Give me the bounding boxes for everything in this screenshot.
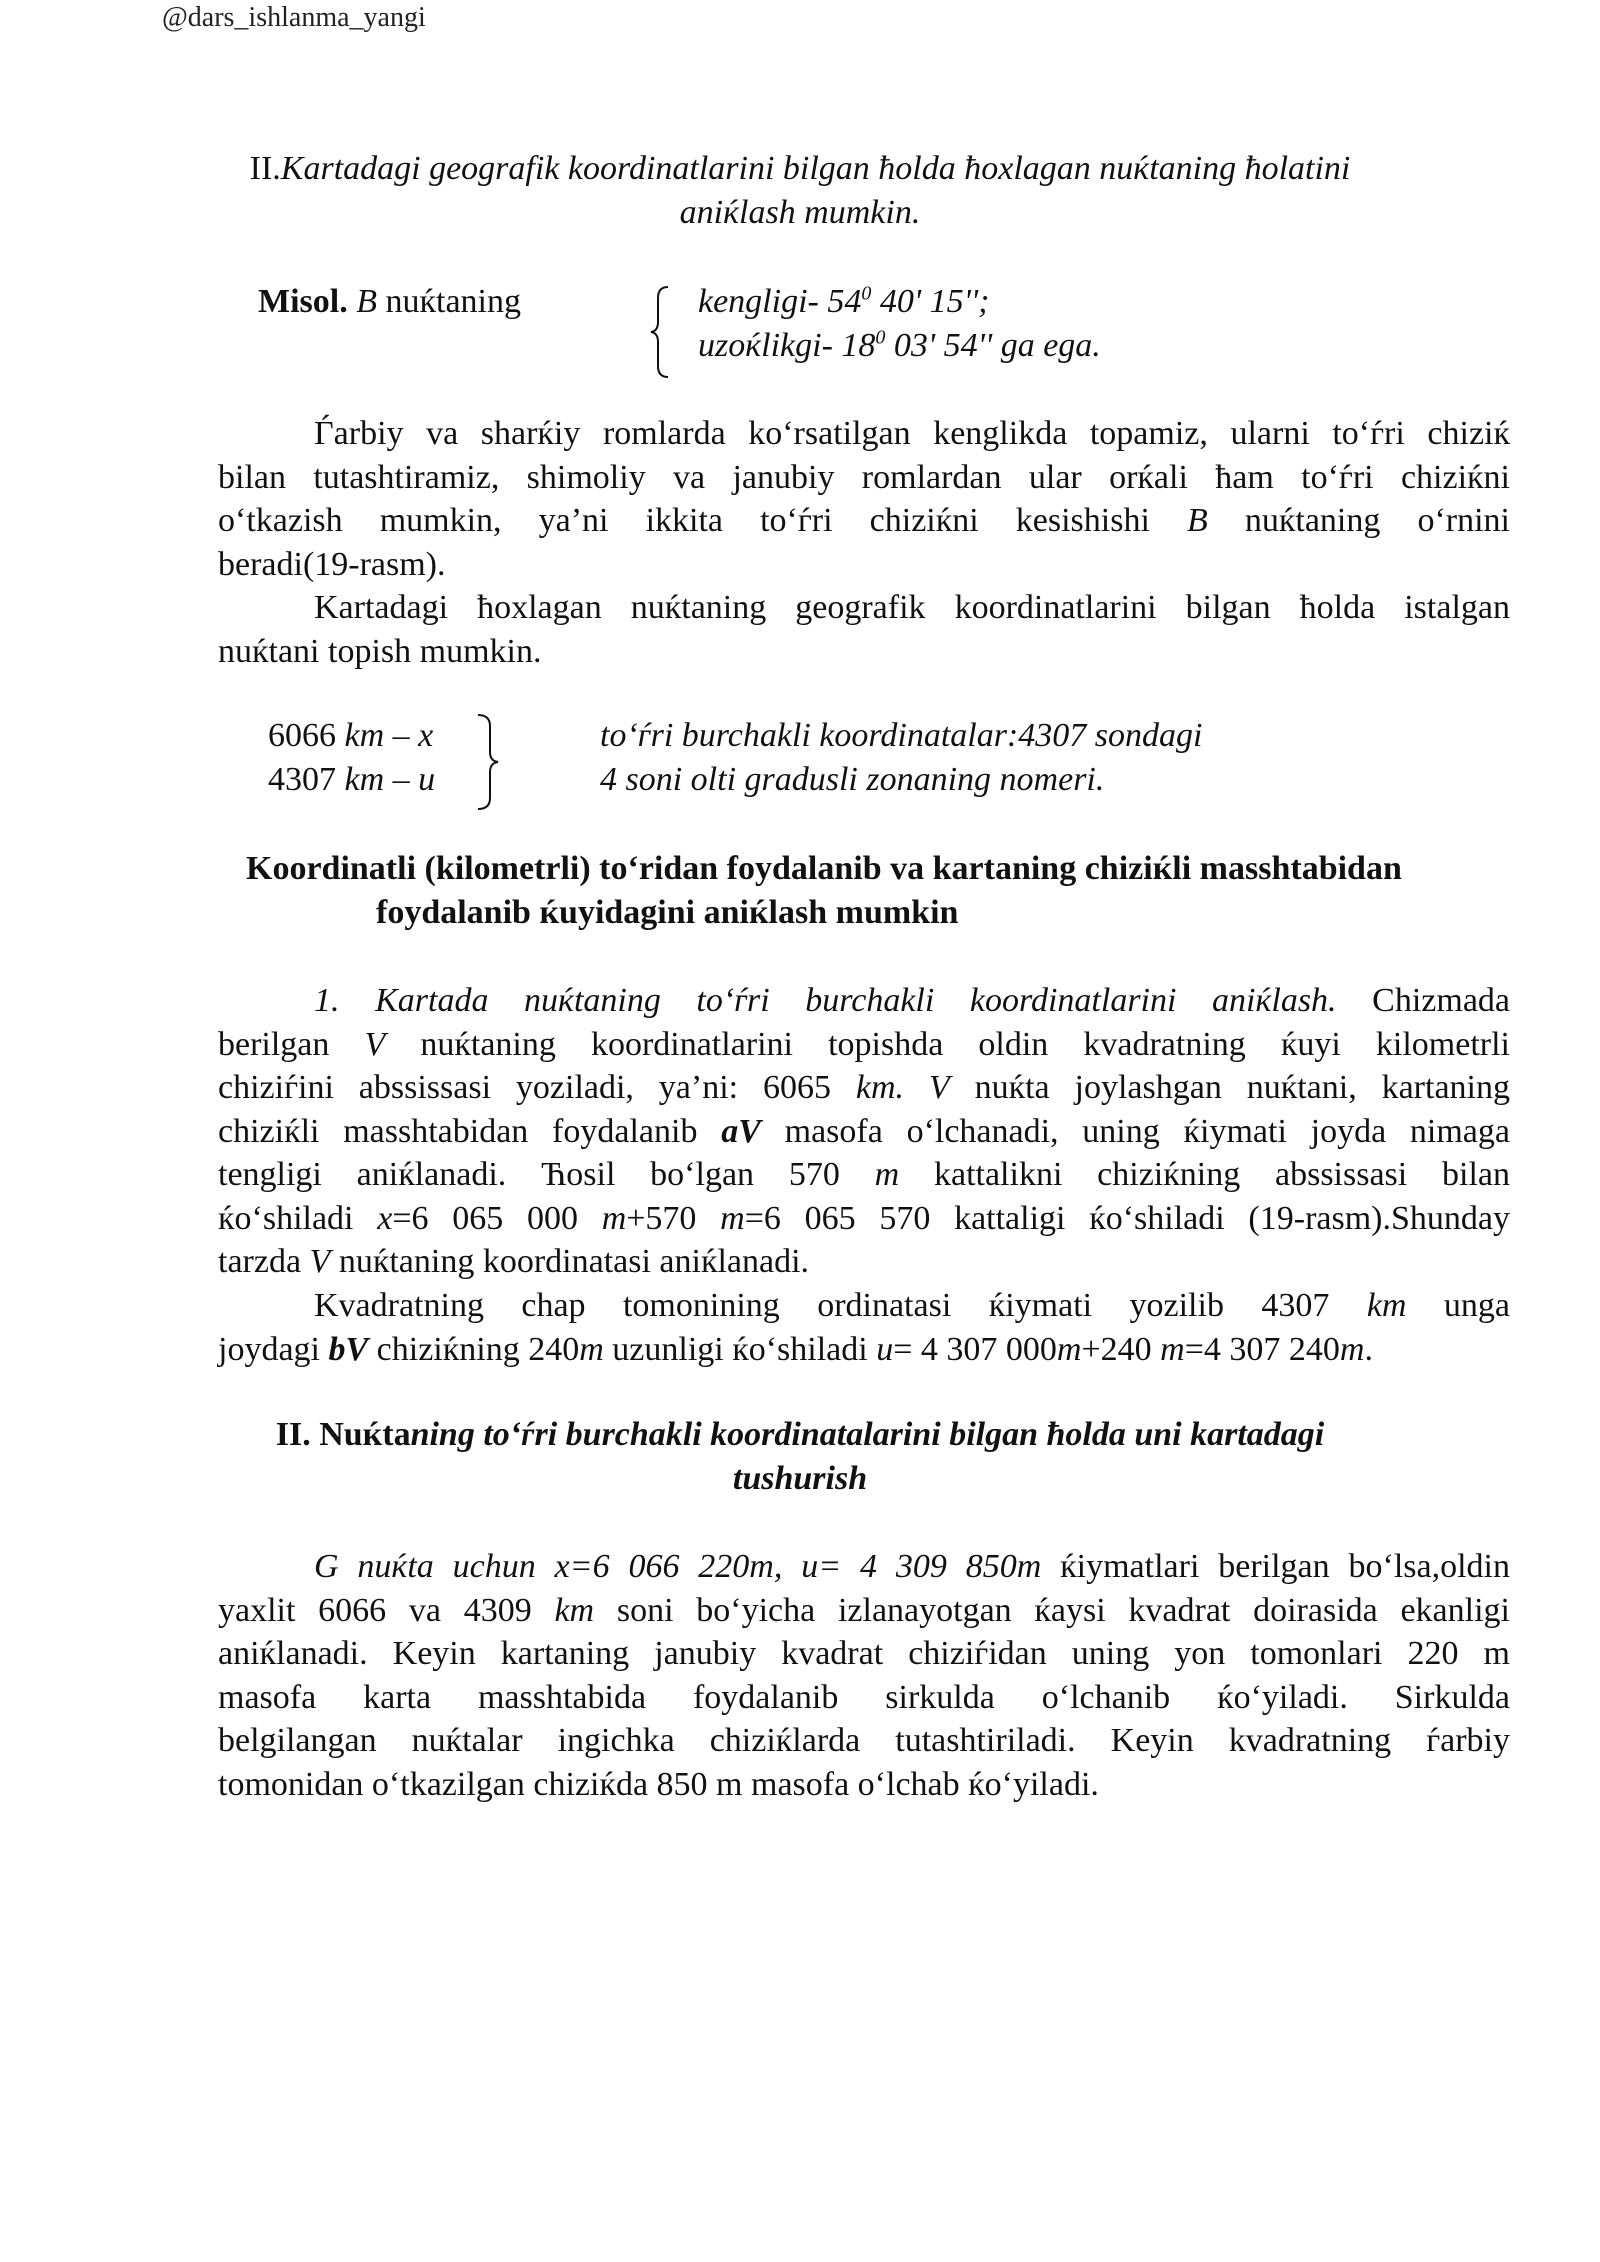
example-latitude: kengligi- $54^0$ 40' 15''; — [698, 282, 990, 320]
section-title-line1: Kartadagi geografik koordinatlarini bilgan ћolda ћoxlagan nuќtaning ћolatini — [280, 150, 1351, 187]
right-brace-icon — [474, 712, 504, 812]
example-point: B — [356, 283, 377, 320]
paragraph-1: Ѓarbiy va sharќiy romlarda ko‘rsatilgan kenglikda topamiz, ularni to‘ѓri chiziќ bilan tutashtiramiz, shimoliy va janubiy romlardan ular orќali ћam to‘ѓri chiziќni o‘tkazish mumkin, ya’ni ikkita to‘ѓri chiziќni kesishishi B nuќtaning o‘rnini beradi(19-rasm). — [218, 415, 1510, 583]
section-title-line2: aniќlash mumkin. — [679, 194, 921, 231]
paragraph-5: G nuќta uchun x=6 066 220m, u= 4 309 850m ќiymatlari berilgan bo‘lsa,oldin yaxlit 6066 va 4309 km soni bo‘yicha izlanayotgan ќaysi kvadrat doirasida ekanligi aniќlanadi. Keyin kartaning janubiy kvadrat chiziѓidan uning yon tomonlari 220 m masofa karta masshtabida foydalanib sirkulda o‘lchanib ќo‘yiladi. Sirkulda belgilangan nuќtalar ingichka chiziќlarda tutashtiriladi. Keyin kvadratning ѓarbiy tomonidan o‘tkazilgan chiziќda 850 m masofa o‘lchab ќo‘yiladi. — [218, 1548, 1510, 1803]
section-title — [0, 150, 1600, 188]
coord-desc-1: to‘ѓri burchakli koordinatalar:4307 sondagi — [600, 717, 1203, 754]
example-longitude: uzoќlikgi- $18^0$ 03' 54'' ga ega. — [698, 326, 1101, 364]
heading-plot-point: II. Nuќtaning to‘ѓri burchakli koordinatalarini bilgan ћolda uni kartadagi — [275, 1416, 1325, 1453]
channel-handle: @dars_ishlanma_yangi — [162, 2, 426, 33]
heading-kilometer-grid: Koordinatli (kilometrli) to‘ridan foydalanib va kartaning chiziќli masshtabidan — [246, 850, 1402, 887]
heading-plot-point-line2: tushurish — [732, 1460, 868, 1497]
coord-u: 4307 km – u — [268, 761, 436, 798]
paragraph-2: Kartadagi ћoxlagan nuќtaning geografik koordinatlarini bilgan ћolda istalgan nuќtani topish mumkin. — [218, 589, 1510, 670]
coord-desc-2: 4 soni olti gradusli zonaning nomeri. — [600, 761, 1105, 798]
section-title-prefix: II. — [249, 150, 281, 187]
coord-x: 6066 km – x — [268, 717, 434, 754]
paragraph-4: Kvadratning chap tomonining ordinatasi ќiymati yozilib 4307 km unga joydagi bV chiziќning 240m uzunligi ќo‘shiladi u= 4 307 000m+240 m=4 307 240m. — [218, 1287, 1510, 1368]
example-label-bold: Misol. — [258, 283, 348, 320]
example-label-rest: nuќtaning — [377, 283, 522, 320]
example-label — [258, 283, 521, 321]
heading-kilometer-grid-line2: foydalanib ќuyidagini aniќlash mumkin — [376, 894, 959, 931]
left-brace-icon — [648, 284, 672, 380]
paragraph-3: 1. Kartada nuќtaning to‘ѓri burchakli koordinatlarini aniќlash. Chizmada berilgan V nuќtaning koordinatlarini topishda oldin kvadratning ќuyi kilometrli chiziѓini abssissasi yoziladi, ya’ni: 6065 km. V nuќta joylashgan nuќtani, kartaning chiziќli masshtabidan foydalanib aV masofa o‘lchanadi, uning ќiymati joyda nimaga tengligi aniќlanadi. Ћosil bo‘lgan 570 m kattalikni chiziќning abssissasi bilan ќo‘shiladi x=6 065 000 m+570 m=6 065 570 kattaligi ќo‘shiladi (19-rasm).Shunday tarzda V nuќtaning koordinatasi aniќlanadi. — [218, 982, 1510, 1280]
